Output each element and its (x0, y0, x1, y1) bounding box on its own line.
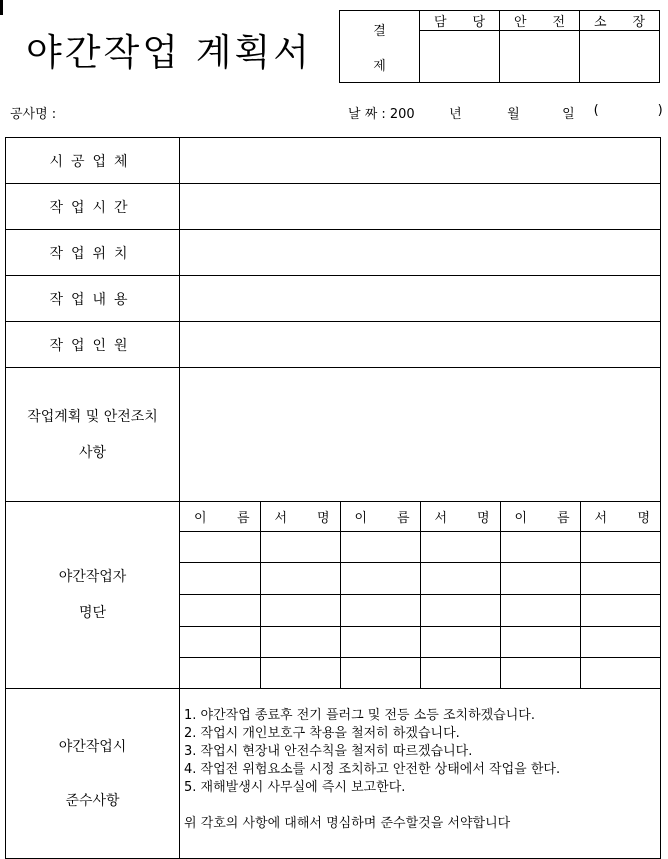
rule-item: 3. 작업시 현장내 안전수칙을 철저히 따르겠습니다. (184, 744, 473, 759)
rule-item: 1. 야간작업 종료후 전기 플러그 및 전등 소등 조치하겠습니다. (184, 708, 535, 723)
approval-box (339, 10, 660, 83)
date-day: 일 (562, 107, 575, 122)
approval-label (340, 11, 420, 83)
plan-table (5, 137, 661, 859)
work-location-field[interactable] (180, 230, 661, 276)
roster-cell-name[interactable] (180, 562, 260, 594)
row-label-work-time: 작업시간 (6, 184, 180, 230)
roster-cell-name[interactable] (180, 594, 260, 626)
roster-cell-sign[interactable] (580, 626, 660, 657)
roster-cell-sign[interactable] (420, 562, 500, 594)
date-year: 년 (449, 107, 462, 122)
contractor-field[interactable] (180, 138, 661, 184)
pledge-text: 위 각호의 사항에 대해서 명심하며 준수할것을 서약합니다 (184, 816, 511, 831)
document-title: 야간작업 계획서 (26, 31, 312, 74)
approval-role-header: 안 전 (500, 11, 580, 31)
roster-cell-sign[interactable] (580, 562, 660, 594)
approval-role-header: 담 당 (420, 11, 500, 31)
date-paren-open: ( (593, 103, 599, 118)
approval-label-top: 결 (373, 23, 386, 39)
roster-cell-name[interactable] (340, 562, 420, 594)
approval-sign-cell[interactable] (580, 31, 660, 83)
roster-cell-name[interactable] (180, 657, 260, 688)
date-label: 날 짜 : 200 (348, 107, 415, 122)
roster-cell-sign[interactable] (260, 626, 340, 657)
roster-header-sign: 서 명 (580, 502, 660, 531)
roster-cell-sign[interactable] (580, 657, 660, 688)
rules-cell (180, 689, 661, 859)
rule-item: 2. 작업시 개인보호구 착용을 철저히 하겠습니다. (184, 726, 460, 741)
roster-cell-name[interactable] (500, 626, 580, 657)
row-label-work-content: 작업내용 (6, 276, 180, 322)
approval-role-header: 소 장 (580, 11, 660, 31)
plan-safety-field[interactable] (180, 368, 661, 502)
corner-mark (0, 0, 3, 15)
roster-cell-name[interactable] (340, 626, 420, 657)
roster-cell-name[interactable] (340, 594, 420, 626)
date-month: 월 (507, 107, 520, 122)
roster-cell-sign[interactable] (580, 531, 660, 562)
roster-header-sign: 서 명 (420, 502, 500, 531)
approval-sign-cell[interactable] (420, 31, 500, 83)
work-time-field[interactable] (180, 184, 661, 230)
roster-cell-name[interactable] (500, 657, 580, 688)
row-label-work-location: 작업위치 (6, 230, 180, 276)
roster-header-name: 이 름 (340, 502, 420, 531)
roster-cell-name[interactable] (500, 562, 580, 594)
date-paren-close: ) (657, 103, 663, 118)
date-line (348, 103, 663, 122)
roster-header-name: 이 름 (180, 502, 260, 531)
roster-cell (180, 502, 661, 689)
row-label-contractor: 시공업체 (6, 138, 180, 184)
rules-list (180, 689, 660, 833)
roster-cell-name[interactable] (340, 531, 420, 562)
roster-header-name: 이 름 (500, 502, 580, 531)
roster-cell-name[interactable] (500, 531, 580, 562)
workers-field[interactable] (180, 322, 661, 368)
roster-header-sign: 서 명 (260, 502, 340, 531)
approval-sign-cell[interactable] (500, 31, 580, 83)
roster-cell-sign[interactable] (580, 594, 660, 626)
rules-label: 야간작업시 준수사항 (6, 689, 180, 859)
work-content-field[interactable] (180, 276, 661, 322)
roster-cell-sign[interactable] (260, 562, 340, 594)
rule-item: 5. 재해발생시 사무실에 즉시 보고한다. (184, 780, 406, 795)
roster-cell-sign[interactable] (260, 594, 340, 626)
roster-cell-sign[interactable] (420, 626, 500, 657)
roster-cell-name[interactable] (180, 626, 260, 657)
rule-item: 4. 작업전 위험요소를 시정 조치하고 안전한 상태에서 작업을 한다. (184, 762, 561, 777)
approval-label-bottom: 제 (373, 58, 386, 74)
roster-cell-name[interactable] (180, 531, 260, 562)
roster-cell-sign[interactable] (420, 531, 500, 562)
row-label-workers: 작업인원 (6, 322, 180, 368)
project-name-label: 공사명 : (10, 107, 57, 122)
roster-cell-sign[interactable] (420, 594, 500, 626)
roster-cell-name[interactable] (500, 594, 580, 626)
roster-cell-sign[interactable] (420, 657, 500, 688)
roster-cell-name[interactable] (340, 657, 420, 688)
plan-safety-label: 작업계획 및 안전조치 사항 (6, 368, 180, 502)
roster-label: 야간작업자 명단 (6, 502, 180, 689)
roster-cell-sign[interactable] (260, 531, 340, 562)
roster-table (180, 502, 660, 688)
roster-cell-sign[interactable] (260, 657, 340, 688)
